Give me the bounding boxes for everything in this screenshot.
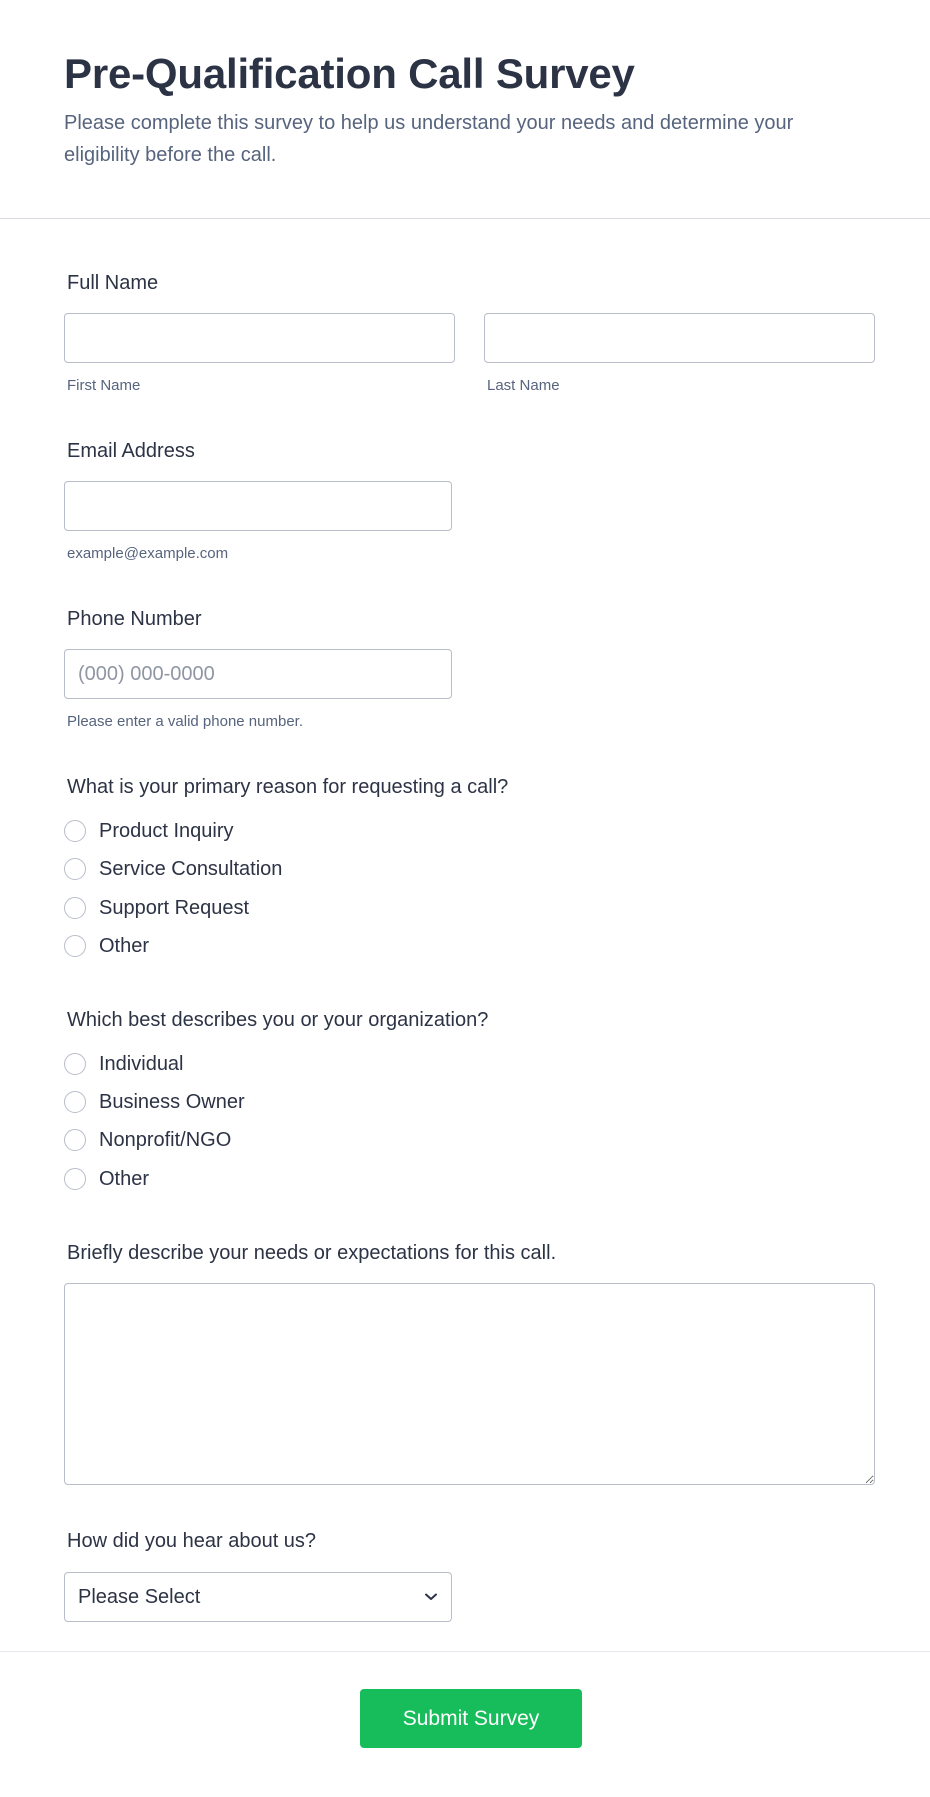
last-name-input[interactable]	[484, 313, 875, 363]
radio-button[interactable]	[64, 858, 86, 880]
reason-label: What is your primary reason for requesting a call?	[67, 776, 509, 798]
organization-option-business-owner[interactable]	[64, 1089, 245, 1115]
reason-option-service-consultation[interactable]	[64, 856, 282, 882]
form-header	[0, 0, 930, 219]
organization-label: Which best describes you or your organization?	[67, 1009, 489, 1031]
radio-label: Product Inquiry	[99, 819, 234, 842]
radio-label: Service Consultation	[99, 857, 283, 880]
phone-label: Phone Number	[67, 608, 202, 630]
email-label: Email Address	[67, 440, 195, 462]
reason-option-support-request[interactable]	[64, 895, 249, 921]
select-value: Please Select	[78, 1585, 201, 1608]
referral-label: How did you hear about us?	[67, 1530, 317, 1552]
submit-survey-button[interactable]: Submit Survey	[360, 1689, 582, 1748]
radio-label: Business Owner	[99, 1090, 245, 1113]
organization-option-other[interactable]	[64, 1166, 149, 1192]
referral-select[interactable]	[64, 1572, 452, 1622]
page-subtitle: Please complete this survey to help us understand your needs and determine your eligibility before the call.	[64, 112, 794, 166]
full-name-label: Full Name	[67, 272, 159, 294]
radio-label: Other	[99, 934, 150, 957]
radio-button[interactable]	[64, 1091, 86, 1113]
email-input[interactable]	[64, 481, 452, 531]
needs-textarea[interactable]	[64, 1283, 875, 1485]
last-name-sublabel: Last Name	[487, 377, 560, 394]
page-title: Pre-Qualification Call Survey	[64, 50, 635, 97]
radio-label: Support Request	[99, 896, 250, 919]
radio-label: Nonprofit/NGO	[99, 1128, 232, 1151]
radio-label: Other	[99, 1167, 150, 1190]
reason-option-other[interactable]	[64, 933, 149, 959]
footer-divider	[0, 1651, 930, 1652]
email-sublabel: example@example.com	[67, 545, 229, 562]
radio-button[interactable]	[64, 935, 86, 957]
radio-label: Individual	[99, 1052, 184, 1075]
organization-option-individual[interactable]	[64, 1051, 184, 1077]
radio-button[interactable]	[64, 1053, 86, 1075]
needs-label: Briefly describe your needs or expectations for this call.	[67, 1242, 557, 1264]
first-name-input[interactable]	[64, 313, 455, 363]
radio-button[interactable]	[64, 820, 86, 842]
radio-button[interactable]	[64, 1168, 86, 1190]
radio-button[interactable]	[64, 1129, 86, 1151]
phone-sublabel: Please enter a valid phone number.	[67, 713, 303, 730]
reason-option-product-inquiry[interactable]	[64, 818, 234, 844]
first-name-sublabel: First Name	[67, 377, 141, 394]
chevron-down-icon	[424, 1592, 438, 1602]
phone-input[interactable]	[64, 649, 452, 699]
organization-option-nonprofit[interactable]	[64, 1127, 231, 1153]
radio-button[interactable]	[64, 897, 86, 919]
